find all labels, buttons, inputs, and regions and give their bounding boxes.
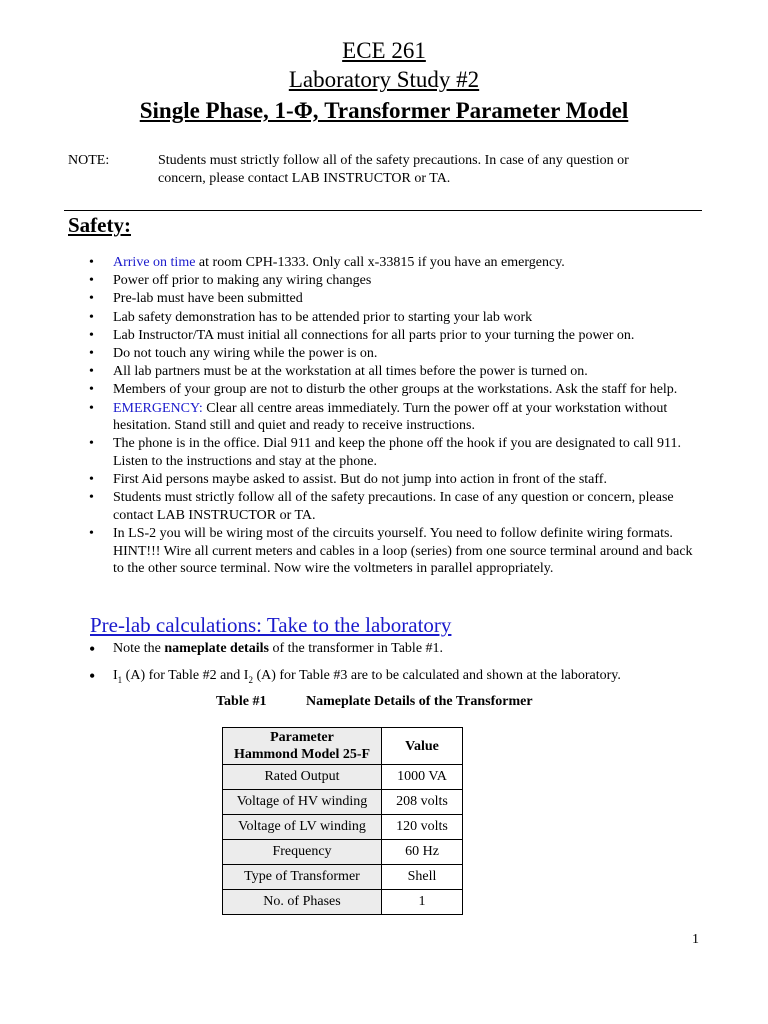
table-title: Nameplate Details of the Transformer <box>306 694 533 709</box>
course-title: ECE 261 <box>342 38 426 63</box>
header-parameter <box>223 728 382 765</box>
list-item <box>0 400 703 435</box>
prelab-item2-i1: I <box>113 668 118 683</box>
bullet-icon: • <box>89 400 94 416</box>
value-cell: 60 Hz <box>382 840 463 865</box>
header-value: Value <box>382 728 463 765</box>
item-text: The phone is in the office. Dial 911 and keep the phone off the hook if you are designated to call 911. Listen to the instructions and stay at the phone. <box>113 436 682 469</box>
safety-heading: Safety: <box>68 213 131 237</box>
item-text: Clear all centre areas immediately. Turn the power off at your workstation without hesitation. Stand still and quiet and ready to receive instructions. <box>113 400 668 434</box>
bullet-icon: • <box>89 472 94 488</box>
table-body <box>223 765 463 915</box>
nameplate-table <box>222 727 463 915</box>
prelab-item1-bold: nameplate details <box>164 641 269 656</box>
prelab-item2-after: (A) for Table #3 are to be calculated and shown at the laboratory. <box>252 668 621 683</box>
bullet-icon: • <box>89 436 94 452</box>
value-cell: 208 volts <box>382 790 463 815</box>
item-text: Do not touch any wiring while the power is on. <box>113 345 378 361</box>
study-title: Laboratory Study #2 <box>288 67 480 92</box>
list-item <box>0 640 768 658</box>
list-item <box>0 525 703 578</box>
table-label: Table #1 <box>216 694 267 709</box>
item-text: Lab Instructor/TA must initial all connections for all parts prior to your turning the power on. <box>113 327 635 343</box>
list-item <box>0 471 703 489</box>
header-parameter-line1: Parameter <box>270 730 334 745</box>
document-title: Single Phase, 1-Φ, Transformer Parameter Model <box>139 98 629 123</box>
bullet-icon: • <box>89 526 94 542</box>
parameter-cell: No. of Phases <box>223 890 382 915</box>
safety-list <box>0 254 768 578</box>
value-cell: 1000 VA <box>382 765 463 790</box>
prelab-list <box>0 640 768 689</box>
item-text: All lab partners must be at the workstation at all times before the power is turned on. <box>113 364 588 380</box>
value-cell: 120 volts <box>382 815 463 840</box>
prelab-item2-sub2: 2 <box>248 674 253 685</box>
list-item <box>0 272 703 290</box>
item-text: Students must strictly follow all of the safety precautions. In case of any question or concern, please contact LAB INSTRUCTOR or TA. <box>113 490 674 523</box>
item-text: First Aid persons maybe asked to assist. But do not jump into action in front of the staff. <box>113 472 607 488</box>
table-row <box>223 865 463 890</box>
bullet-icon: • <box>89 273 94 289</box>
list-item <box>0 254 703 272</box>
bullet-icon: • <box>89 490 94 506</box>
list-item <box>0 363 703 381</box>
bullet-icon: • <box>89 639 96 659</box>
prelab-item2-sub1: 1 <box>117 674 123 685</box>
note-text: Students must strictly follow all of the safety precautions. In case of any question or concern, please contact LAB INSTRUCTOR or TA. <box>158 153 629 186</box>
table-row <box>223 890 463 915</box>
header-parameter-line2: Hammond Model 25-F <box>233 747 371 762</box>
value-cell: 1 <box>382 890 463 915</box>
list-item <box>0 345 703 363</box>
parameter-cell: Type of Transformer <box>223 865 382 890</box>
note-label: NOTE: <box>68 153 110 168</box>
table-caption <box>216 694 533 710</box>
bullet-icon: • <box>89 309 94 325</box>
parameter-cell: Rated Output <box>223 765 382 790</box>
table-row <box>223 790 463 815</box>
list-item <box>0 309 703 327</box>
prelab-item2-mid: (A) for Table #2 and I <box>122 668 249 683</box>
bullet-icon: • <box>89 255 94 270</box>
table-row <box>223 815 463 840</box>
bullet-icon: • <box>89 291 94 307</box>
highlight-text: EMERGENCY: <box>113 400 203 416</box>
section-divider <box>64 210 702 211</box>
table-row <box>223 765 463 790</box>
list-item <box>0 435 703 470</box>
parameter-cell: Frequency <box>223 840 382 865</box>
highlight-text: Arrive on time <box>113 255 196 270</box>
bullet-icon: • <box>89 364 94 380</box>
bullet-icon: • <box>89 345 94 361</box>
bullet-icon: • <box>89 382 94 398</box>
list-item <box>0 489 703 524</box>
parameter-cell: Voltage of HV winding <box>223 790 382 815</box>
item-text: Pre-lab must have been submitted <box>113 291 303 307</box>
prelab-item1-after: of the transformer in Table #1. <box>268 641 444 656</box>
list-item <box>0 381 703 399</box>
item-text: In LS-2 you will be wiring most of the circuits yourself. You need to follow definite wiring formats. HINT!!! Wire all current meters and cables in a loop (series) from one source terminal around and back to the other source terminal. Now wire the voltmeters in parallel appropriately. <box>113 526 693 577</box>
item-text: Members of your group are not to disturb the other groups at the workstations. Ask the staff for help. <box>113 382 678 398</box>
title-block <box>0 36 768 125</box>
value-cell: Shell <box>382 865 463 890</box>
parameter-cell: Voltage of LV winding <box>223 815 382 840</box>
page-number: 1 <box>692 932 699 947</box>
list-item <box>0 290 703 308</box>
list-item <box>0 667 768 689</box>
prelab-heading: Pre-lab calculations: Take to the laboratory <box>90 613 452 637</box>
item-text: at room CPH-1333. Only call x-33815 if you have an emergency. <box>195 255 565 270</box>
bullet-icon: • <box>89 327 94 343</box>
table-header-row <box>223 728 463 765</box>
bullet-icon: • <box>89 666 96 686</box>
prelab-item1-before: Note the <box>113 641 165 656</box>
table-row <box>223 840 463 865</box>
item-text: Lab safety demonstration has to be attended prior to starting your lab work <box>113 309 533 325</box>
list-item <box>0 327 703 345</box>
item-text: Power off prior to making any wiring changes <box>113 273 372 289</box>
